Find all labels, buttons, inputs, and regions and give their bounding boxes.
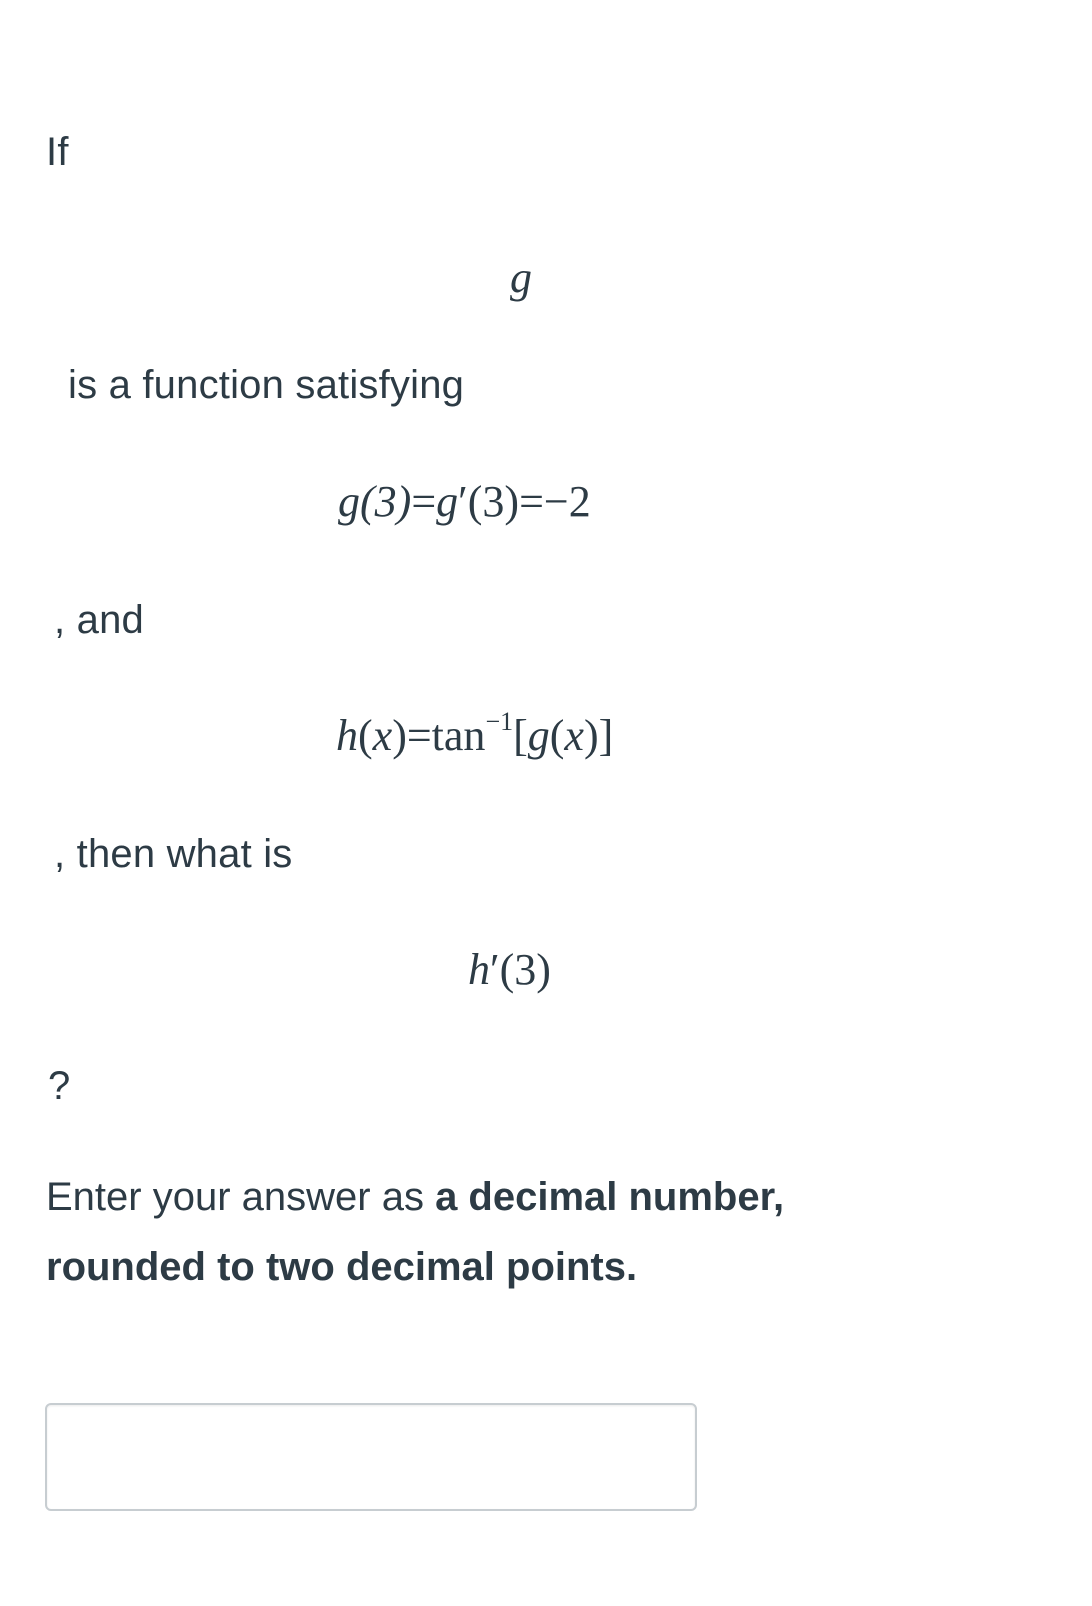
text-if: If — [46, 130, 69, 174]
instruction-bold-rounded: rounded to two decimal points. — [46, 1245, 638, 1289]
math-condition-lhs: g(3) — [338, 477, 412, 526]
math-equals: = — [411, 477, 437, 526]
math-arg: (3) — [467, 477, 520, 526]
math-prime: ′ — [490, 945, 500, 994]
text-question-mark: ? — [48, 1064, 71, 1108]
text-is-function: is a function satisfying — [68, 363, 465, 407]
math-condition-rhs: −2 — [543, 477, 591, 526]
instruction-bold-decimal: a decimal number, — [435, 1175, 785, 1219]
math-g-prime-g: g — [436, 477, 459, 526]
math-h: h — [336, 711, 358, 760]
math-condition — [338, 476, 591, 528]
math-prime: ′ — [458, 477, 468, 526]
math-arg: (3) — [499, 945, 551, 994]
math-target — [468, 944, 551, 996]
math-x: x — [372, 711, 393, 760]
text-then-what-is: , then what is — [54, 832, 293, 876]
math-tan: tan — [431, 711, 486, 760]
answer-input[interactable] — [45, 1403, 697, 1511]
math-h: h — [468, 945, 490, 994]
math-equals: = — [406, 711, 432, 760]
math-h-definition — [336, 707, 614, 768]
math-g: g — [510, 253, 532, 302]
math-paren: ( — [549, 711, 565, 760]
math-paren: ) — [583, 711, 599, 760]
text-and: , and — [54, 598, 144, 642]
math-paren: ) — [392, 711, 407, 760]
math-g: g — [527, 711, 550, 760]
math-paren: ( — [358, 711, 373, 760]
math-bracket: [ — [513, 711, 528, 760]
instruction-plain: Enter your answer as — [46, 1175, 436, 1219]
answer-instruction — [46, 1162, 1026, 1302]
math-equals: = — [519, 477, 544, 526]
math-superscript: −1 — [485, 707, 514, 736]
math-bracket: ] — [598, 711, 614, 760]
math-x: x — [564, 711, 584, 760]
